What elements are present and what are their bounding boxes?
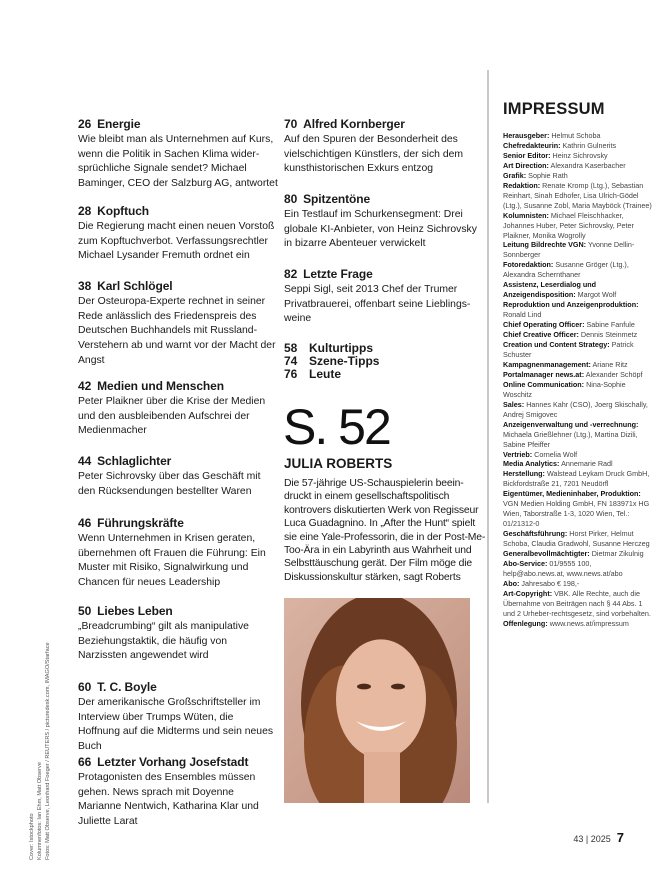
toc-entry[interactable]: [78, 755, 278, 830]
toc-title: Energie: [97, 117, 141, 131]
toc-title: Kopftuch: [97, 204, 150, 218]
impressum-item: [503, 161, 653, 171]
toc-title: Szene-Tipps: [309, 354, 380, 368]
impressum-label: Chief Creative Officer:: [503, 330, 579, 340]
impressum-item: [503, 320, 653, 330]
impressum-label: Redaktion:: [503, 180, 541, 190]
impressum-value: www.news.at/impressum: [549, 618, 629, 628]
impressum-item: [503, 559, 653, 579]
impressum-item: [503, 141, 653, 151]
toc-description: Die Regierung macht einen neuen Vorstoß zum Kopftuchverbot. Verfassungsrechtler Michael Lysander Fremuth ordnet ein: [78, 221, 275, 262]
impressum-item: [503, 360, 653, 370]
toc-entry-title[interactable]: [78, 516, 278, 530]
impressum-value: Walstead Leykam Druck GmbH, Bickfordstraße 21, 7201 Neudörfl: [503, 469, 650, 489]
impressum-list: [503, 131, 653, 629]
toc-description: Der Osteuropa-Experte rechnet in seiner Rede anlässlich des Friedenspreis des Deutschen Buchhandels mit Russland-Verstehern ab und warnt vor der Macht der Angst: [78, 296, 276, 366]
short-entry[interactable]: [284, 368, 379, 381]
folio: [573, 830, 624, 845]
impressum-item: [503, 579, 653, 589]
impressum-item: [503, 171, 653, 181]
short-entries: [284, 342, 379, 381]
toc-description: Wenn Unternehmen in Krisen geraten, übernehmen oft Frauen die Führung: Ein Muster mit Risiko, Signalwirkung und Chancen für neues Leadership: [78, 533, 266, 589]
impressum-item: [503, 151, 653, 161]
impressum-label: Art Direction:: [503, 160, 549, 170]
impressum-value: Yvonne Dellin-Sonnberger: [503, 240, 635, 260]
impressum-value: Kathrin Gulnerits: [562, 140, 617, 150]
toc-description: Der amerikanische Großschriftsteller im Interview über Trumps Wüten, die Hoffnung auf die Midterms und sein neues Buch: [78, 697, 274, 753]
impressum-item: [503, 529, 653, 549]
impressum-value: Horst Pirker, Helmut Schoba, Claudia Gradwohl, Susanne Herczeg: [503, 529, 650, 549]
impressum-item: [503, 589, 653, 619]
toc-entry-title[interactable]: [78, 379, 278, 393]
impressum-item: [503, 450, 653, 460]
impressum-value: Sabine Fanfule: [586, 320, 635, 330]
impressum-title: IMPRESSUM: [503, 100, 605, 118]
credit-line: Fotos: Matt Observe, Leonhard Foeger / REUTERS / picturedesk.com, IMAGO/Starface: [45, 642, 51, 860]
impressum-value: Heinz Sichrovsky: [552, 150, 608, 160]
toc-title: Letzter Vorhang Josefstadt: [97, 755, 249, 769]
impressum-value: Hannes Kahr (CSO), Joerg Skischally, Andrej Smigovec: [503, 399, 648, 419]
toc-page-number: 42: [78, 379, 92, 393]
column-divider: [487, 70, 489, 803]
impressum-label: Offenlegung:: [503, 618, 548, 628]
impressum-item: [503, 240, 653, 260]
toc-page-number: 82: [284, 267, 298, 281]
toc-description: Auf den Spuren der Besonderheit des vielschichtigen Künstlers, der sich dem kunsthistorischen Exkurs entzog: [284, 134, 464, 175]
cover-story-text: Die 57-jährige US-Schauspielerin beein-druckt in einem gesellschaftspolitisch kontrovers diskutierten Werk von Regisseur Luca Guadagnino. In „After the Hunt“ spielt sie eine Yale-Professorin, die in der Post-Me-Too-Ära in ein Labyrinth aus Wahrheit und Selbsttäuschung gerät. Der Film möge die Diskussionskultur stärken, sagt Roberts: [284, 478, 486, 583]
impressum-item: [503, 619, 653, 629]
toc-entry-title[interactable]: [78, 755, 278, 769]
impressum-label: Eigentümer, Medieninhaber, Produktion:: [503, 489, 641, 499]
toc-page-number: 44: [78, 454, 92, 468]
impressum-item: [503, 260, 653, 280]
impressum-label: Leitung Bildrechte VGN:: [503, 240, 587, 250]
impressum-item: [503, 549, 653, 559]
impressum-label: Vertrieb:: [503, 449, 533, 459]
impressum-label: Reproduktion und Anzeigenproduktion:: [503, 300, 639, 310]
impressum-value: Ronald Lind: [503, 310, 542, 320]
toc-title: Leute: [309, 367, 342, 381]
toc-title: Führungskräfte: [97, 516, 184, 530]
impressum-value: VBK. Alle Rechte, auch die Übernahme von Beiträgen nach § 44 Abs. 1 und 2 Urheber-rechtsgesetz, sind vorbehalten.: [503, 588, 651, 618]
toc-entry-title[interactable]: [78, 279, 278, 293]
toc-description: Protagonisten des Ensembles müssen gehen. News sprach mit Doyenne Marianne Nentwich, Katharina Klar und Juliette Larat: [78, 772, 259, 828]
toc-title: Schlaglichter: [97, 454, 172, 468]
toc-entry[interactable]: [78, 379, 278, 439]
toc-entry[interactable]: [78, 516, 278, 591]
impressum-item: [503, 300, 653, 320]
impressum-item: [503, 459, 653, 469]
toc-page-number: 76: [284, 367, 298, 381]
impressum-value: Patrick Schuster: [503, 340, 634, 359]
toc-entry-title[interactable]: [284, 267, 479, 281]
toc-entry[interactable]: [284, 192, 479, 252]
impressum-value: Nina-Sophie Woschitz: [503, 379, 626, 399]
credit-line: Kolumnenfotos: Ian Ehm, Matt Observe: [37, 762, 43, 860]
impressum-item: [503, 380, 653, 400]
impressum-value: Dennis Steinmetz: [580, 330, 638, 340]
toc-description: Wie bleibt man als Unternehmen auf Kurs, wenn die Politik in Sachen Klima wider-sprüchliche Signale sendet? Michael Baminger, CEO der Salzburg AG, antwortet: [78, 134, 278, 190]
issue-number: 43 | 2025: [573, 834, 611, 844]
toc-entry-title[interactable]: [284, 192, 479, 206]
impressum-value: Margot Wolf: [577, 290, 617, 300]
toc-description: Seppi Sigl, seit 2013 Chef der Trumer Privatbrauerei, offenbart seine Lieblings-weine: [284, 284, 471, 325]
toc-page-number: 28: [78, 204, 92, 218]
impressum-value: Alexander Schöpf: [585, 369, 643, 379]
impressum-label: Kolumnisten:: [503, 210, 549, 220]
toc-page-number: 60: [78, 680, 92, 694]
impressum-value: Jahresabo € 198,-: [521, 578, 580, 588]
impressum-label: Abo-Service:: [503, 558, 548, 568]
toc-entry[interactable]: [78, 117, 278, 192]
impressum-label: Herausgeber:: [503, 131, 550, 140]
impressum-item: [503, 370, 653, 380]
toc-page-number: 50: [78, 604, 92, 618]
impressum-label: Senior Editor:: [503, 150, 551, 160]
toc-description: Peter Plaikner über die Krise der Medien und den ausbleibenden Aufschrei der Medienmacher: [78, 396, 266, 437]
toc-page-number: 38: [78, 279, 92, 293]
credit-line: Cover: Istockphoto: [29, 813, 35, 860]
toc-page-number: 74: [284, 354, 298, 368]
impressum-value: Renate Kromp (Ltg.), Sebastian Reinhart, Sinah Edhofer, Lisa Ulrich-Gödel (Ltg.), Susanne Zobl, Maria Mayböck (Trainee): [503, 180, 652, 210]
toc-title: Alfred Kornberger: [303, 117, 405, 131]
impressum-value: Annemarie Radl: [561, 459, 613, 469]
toc-page-number: 70: [284, 117, 298, 131]
impressum-value: 01/9555 100, help@abo.news.at, www.news.at/abo: [503, 558, 623, 578]
impressum-item: [503, 211, 653, 241]
impressum-value: Helmut Schoba: [551, 131, 601, 140]
toc-page-number: 26: [78, 117, 92, 131]
toc-description: „Breadcrumbing“ gilt als manipulative Beziehungstaktik, die häufig von Narzissten angewendet wird: [78, 621, 249, 662]
impressum-value: VGN Medien Holding GmbH, FN 183971x HG Wien, Taborstraße 1-3, 1020 Wien, Tel.: 01/21312-0: [503, 499, 650, 529]
cover-story-page[interactable]: S. 52: [283, 399, 390, 455]
impressum-item: [503, 400, 653, 420]
impressum-item: [503, 420, 653, 450]
impressum-label: Herstellung:: [503, 469, 545, 479]
toc-entry-title[interactable]: [78, 604, 278, 618]
toc-entry[interactable]: [78, 204, 278, 264]
impressum-value: Alexandra Kaserbacher: [550, 160, 626, 170]
impressum-item: [503, 340, 653, 360]
toc-entry[interactable]: [284, 117, 479, 177]
toc-entry-title[interactable]: [78, 680, 278, 694]
toc-entry[interactable]: [78, 454, 278, 499]
toc-entry[interactable]: [78, 604, 278, 664]
impressum-label: Chefredakteurin:: [503, 140, 561, 150]
impressum-item: [503, 181, 653, 211]
impressum-label: Creation und Content Strategy:: [503, 340, 610, 350]
toc-description: Peter Sichrovsky über das Geschäft mit den Rücksendungen bestellter Waren: [78, 471, 261, 497]
impressum-label: Generalbevollmächtigter:: [503, 549, 590, 559]
impressum-item: [503, 469, 653, 489]
impressum-item: [503, 489, 653, 529]
toc-entry-title[interactable]: [78, 454, 278, 468]
impressum-label: Geschäftsführung:: [503, 529, 568, 539]
toc-title: Medien und Menschen: [97, 379, 224, 393]
impressum-value: Sophie Rath: [528, 170, 568, 180]
toc-title: Kulturtipps: [309, 341, 373, 355]
photo-credits: [28, 642, 52, 860]
page-number: 7: [616, 830, 624, 845]
impressum-value: Dietmar Zikulnig: [591, 549, 644, 559]
toc-entry-title[interactable]: [284, 117, 479, 131]
toc-entry[interactable]: [284, 267, 479, 327]
toc-title: Karl Schlögel: [97, 279, 173, 293]
cover-story-title[interactable]: JULIA ROBERTS: [284, 456, 393, 471]
toc-title: Letzte Frage: [303, 267, 373, 281]
impressum-label: Chief Operating Officer:: [503, 320, 585, 330]
impressum-label: Anzeigenverwaltung und -verrechnung:: [503, 419, 639, 429]
impressum-label: Grafik:: [503, 170, 527, 180]
impressum-label: Kampagnenmanagement:: [503, 359, 591, 369]
impressum-value: Ariane Ritz: [592, 359, 628, 369]
toc-title: Liebes Leben: [97, 604, 173, 618]
impressum-label: Online Communication:: [503, 379, 585, 389]
impressum-value: Susanne Gröger (Ltg.), Alexandra Schernthaner: [503, 260, 629, 280]
toc-title: T. C. Boyle: [97, 680, 157, 694]
toc-entry-title[interactable]: [78, 117, 278, 131]
toc-page-number: 46: [78, 516, 92, 530]
impressum-value: Michael Fleischhacker, Johannes Huber, Peter Sichrovsky, Peter Plaikner, Monika Wogrolly: [503, 210, 634, 240]
toc-entry[interactable]: [78, 680, 278, 755]
toc-entry-title[interactable]: [78, 204, 278, 218]
impressum-label: Abo:: [503, 578, 520, 588]
impressum-label: Portalmanager news.at:: [503, 369, 585, 379]
toc-page-number: 80: [284, 192, 298, 206]
toc-description: Ein Testlauf im Schurkensegment: Drei globale KI-Anbieter, von Heinz Sichrovsky in bizarre Abenteuer verwickelt: [284, 209, 477, 250]
impressum-label: Sales:: [503, 399, 525, 409]
toc-page-number: 66: [78, 755, 92, 769]
impressum-label: Fotoredaktion:: [503, 260, 554, 270]
impressum-item: [503, 131, 653, 141]
impressum-value: Cornelia Wolf: [534, 449, 578, 459]
impressum-label: Art-Copyright:: [503, 588, 553, 598]
toc-entry[interactable]: [78, 279, 278, 369]
impressum-label: Media Analytics:: [503, 459, 560, 469]
toc-title: Spitzentöne: [303, 192, 371, 206]
impressum-item: [503, 280, 653, 300]
toc-page-number: 58: [284, 341, 298, 355]
impressum-value: Michaela Grießlehner (Ltg.), Martina Dizili, Sabine Pfeiffer: [503, 429, 638, 449]
impressum-item: [503, 330, 653, 340]
julia-roberts-photo: [284, 598, 470, 803]
impressum-label: Assistenz, Leserdialog und Anzeigendisposition:: [503, 280, 597, 300]
